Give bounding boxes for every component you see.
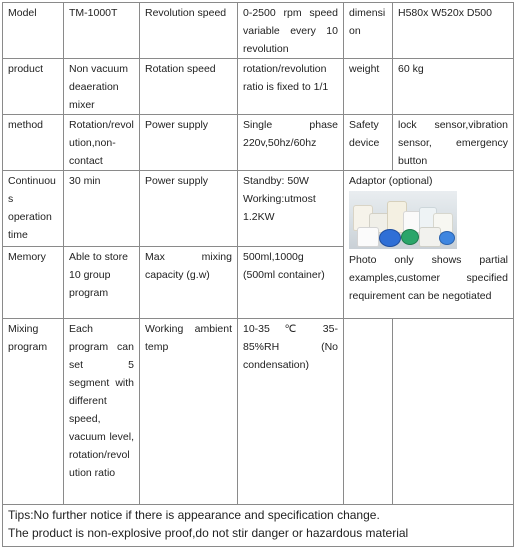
cell-value: rotation/revolution ratio is fixed to 1/1 xyxy=(238,59,344,115)
cell-value: Single phase 220v,50hz/60hz xyxy=(238,115,344,171)
cell-label: Continuous operation time xyxy=(3,171,64,247)
tips-line: Tips:No further notice if there is appearance and specification change. xyxy=(8,508,380,522)
cell-label: Rotation speed xyxy=(140,59,238,115)
cell-value: TM-1000T xyxy=(64,3,140,59)
tips-row xyxy=(3,505,514,547)
tips-line: The product is non-explosive proof,do not stir danger or hazardous material xyxy=(8,526,409,540)
adaptor-title: Adaptor (optional) xyxy=(349,175,433,187)
cell-value: 60 kg xyxy=(393,59,514,115)
table-row xyxy=(3,319,514,505)
cell-label: Max mixing capacity (g.w) xyxy=(140,247,238,319)
cell-value: 30 min xyxy=(64,171,140,247)
cell-value: Non vacuum deaeration mixer xyxy=(64,59,140,115)
table-row xyxy=(3,3,514,59)
tips-cell xyxy=(3,505,514,547)
adaptor-note: Photo only shows partial examples,customer specified requirement can be negotiated xyxy=(349,254,508,302)
cell-label: weight xyxy=(344,59,393,115)
cell-value: Standby: 50W Working:utmost 1.2KW xyxy=(238,171,344,247)
cell-label: Mixing program xyxy=(3,319,64,505)
cell-value: 0-2500 rpm speed variable every 10 revolution xyxy=(238,3,344,59)
table-row xyxy=(3,171,514,247)
cell-label: Power supply xyxy=(140,171,238,247)
cell-empty xyxy=(344,319,393,505)
cell-label: product xyxy=(3,59,64,115)
cell-label: method xyxy=(3,115,64,171)
cell-empty xyxy=(393,319,514,505)
cell-label: dimension xyxy=(344,3,393,59)
cell-value: Able to store 10 group program xyxy=(64,247,140,319)
cell-label: Model xyxy=(3,3,64,59)
cell-value: Rotation/revolution,non-contact xyxy=(64,115,140,171)
cell-label: Working ambient temp xyxy=(140,319,238,505)
cell-value: lock sensor,vibration sensor, emergency button xyxy=(393,115,514,171)
cell-value: 10-35 ℃ 35-85%RH (No condensation) xyxy=(238,319,344,505)
cell-value: H580x W520x D500 xyxy=(393,3,514,59)
table-row xyxy=(3,59,514,115)
cell-value: Each program can set 5 segment with different speed, vacuum level, rotation/revolution ratio xyxy=(64,319,140,505)
cell-label: Safety device xyxy=(344,115,393,171)
table-row xyxy=(3,115,514,171)
adaptor-photo xyxy=(349,191,457,249)
adaptor-cell xyxy=(344,171,514,319)
cell-value: 500ml,1000g (500ml container) xyxy=(238,247,344,319)
spec-table xyxy=(2,2,514,547)
cell-label: Revolution speed xyxy=(140,3,238,59)
cell-label: Power supply xyxy=(140,115,238,171)
cell-label: Memory xyxy=(3,247,64,319)
